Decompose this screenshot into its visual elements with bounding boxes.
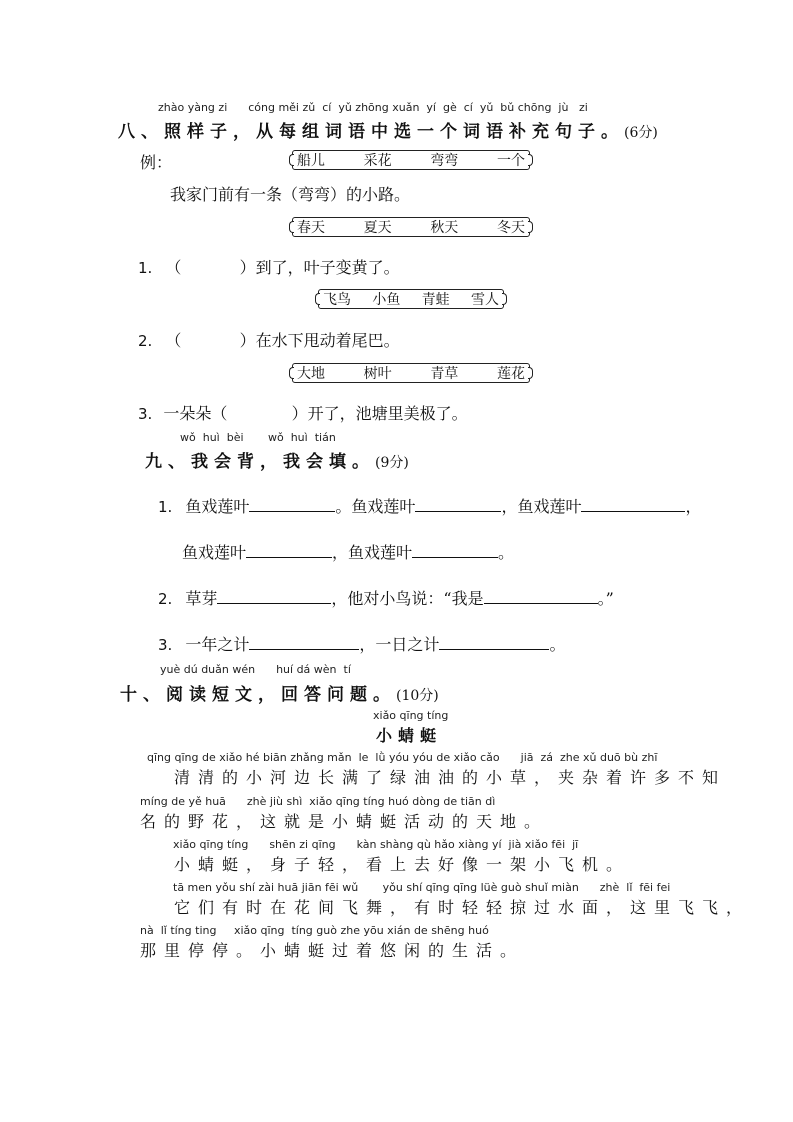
section10-pinyin: yuè dú duǎn wén huí dá wèn tí (160, 663, 351, 676)
bracket-left: 一朵朵（ (163, 404, 228, 423)
text: 。 (498, 543, 515, 562)
text: 。” (597, 589, 614, 608)
section8-pinyin: zhào yàng zi cóng měi zǔ cí yǔ zhōng xuǎn yí gè cí yǔ bǔ chōng jù zi (158, 101, 588, 114)
section10-score: (10分) (396, 688, 439, 704)
word: 飞鸟 (323, 292, 351, 308)
text: ， (685, 497, 702, 516)
question-number: 2. (138, 332, 153, 350)
text: 鱼戏莲叶 (182, 543, 247, 562)
word: 莲花 (496, 366, 525, 382)
text: 。鱼戏莲叶 (335, 497, 416, 516)
section9-heading-text: 九、我会背，我会填。 (145, 452, 375, 472)
passage-pinyin-4: tā men yǒu shí zài huā jiān fēi wǔ yǒu shí qīng qīng lüè guò shuǐ miàn zhè lǐ fēi fei (173, 881, 671, 894)
question-number: 2. (158, 590, 173, 608)
word: 冬天 (496, 220, 525, 236)
answer-blank[interactable] (249, 635, 359, 650)
question8-3 (138, 401, 468, 424)
section9-pinyin: wǒ huì bèi wǒ huì tián (180, 431, 336, 444)
example-label: 例： (140, 153, 173, 172)
answer-blank[interactable] (249, 497, 335, 512)
word: 雪人 (470, 292, 499, 308)
example-sentence: 我家门前有一条（弯弯）的小路。 (170, 185, 411, 204)
word: 一个 (496, 153, 525, 169)
passage-pinyin-1: qīng qīng de xiǎo hé biān zhǎng mǎn le lǜ yóu yóu de xiǎo cǎo jiā zá zhe xǔ duō bù zhī (147, 751, 658, 764)
word: 树叶 (363, 366, 392, 382)
text: ，鱼戏莲叶 (501, 497, 582, 516)
question9-2 (158, 586, 614, 609)
question-number: 1. (158, 498, 173, 516)
passage-title-pinyin: xiǎo qīng tíng (373, 709, 449, 722)
section8-heading-text: 八、照样子，从每组词语中选一个词语补充句子。 (118, 122, 624, 142)
word-box-2 (318, 289, 504, 309)
text: 草芽 (185, 589, 218, 608)
word-box-3 (292, 363, 530, 383)
passage-line-5: 那里停停。小蜻蜓过着悠闲的生活。 (140, 941, 525, 960)
section9-heading (145, 447, 409, 472)
word: 青蛙 (421, 292, 450, 308)
word: 船儿 (297, 153, 325, 169)
word: 采花 (363, 153, 392, 169)
word: 青草 (430, 366, 459, 382)
section8-heading (118, 117, 658, 142)
passage-line-2: 名的野花，这就是小蜻蜓活动的天地。 (140, 812, 549, 831)
sentence-rest: ）到了，叶子变黄了。 (239, 258, 400, 277)
answer-blank[interactable] (439, 635, 549, 650)
text: 。 (549, 635, 566, 654)
word: 弯弯 (430, 153, 459, 169)
answer-blank[interactable] (246, 543, 332, 558)
text: 一年之计 (185, 635, 250, 654)
question-number: 3. (138, 405, 153, 423)
answer-blank[interactable] (581, 497, 685, 512)
bracket-left: （ (165, 258, 182, 277)
word: 小鱼 (372, 292, 401, 308)
question9-1-line2 (182, 540, 514, 563)
passage-pinyin-5: nà lǐ tíng ting xiǎo qīng tíng guò zhe yōu xián de shēng huó (140, 924, 489, 937)
section10-heading-text: 十、阅读短文，回答问题。 (120, 685, 396, 705)
passage-line-1: 清清的小河边长满了绿油油的小草，夹杂着许多不知 (174, 768, 727, 787)
question-number: 1. (138, 259, 153, 277)
answer-blank[interactable] (217, 589, 331, 604)
text: 鱼戏莲叶 (185, 497, 250, 516)
example-word-box (292, 150, 530, 170)
passage-line-3: 小蜻蜓，身子轻，看上去好像一架小飞机。 (174, 855, 631, 874)
word: 夏天 (363, 220, 392, 236)
question9-3 (158, 632, 565, 655)
sentence-rest: ）在水下甩动着尾巴。 (239, 331, 400, 350)
bracket-left: （ (165, 331, 182, 350)
question9-1-line1 (158, 494, 701, 517)
passage-title: 小蜻蜓 (376, 726, 443, 745)
answer-blank[interactable] (412, 543, 498, 558)
passage-pinyin-3: xiǎo qīng tíng shēn zi qīng kàn shàng qù hǎo xiàng yí jià xiǎo fēi jī (173, 838, 579, 851)
section10-heading (120, 680, 439, 705)
text: ，一日之计 (359, 635, 440, 654)
sentence-rest: ）开了，池塘里美极了。 (291, 404, 468, 423)
text: ，鱼戏莲叶 (332, 543, 413, 562)
section8-score: (6分) (624, 125, 658, 141)
word: 秋天 (430, 220, 459, 236)
word: 春天 (297, 220, 325, 236)
word: 大地 (297, 366, 325, 382)
question8-2 (138, 328, 400, 351)
question8-1 (138, 255, 400, 278)
section9-score: (9分) (375, 455, 409, 471)
word-box-1 (292, 217, 530, 237)
answer-blank[interactable] (415, 497, 501, 512)
passage-pinyin-2: míng de yě huā zhè jiù shì xiǎo qīng tíng huó dòng de tiān dì (140, 795, 496, 808)
passage-line-4: 它们有时在花间飞舞，有时轻轻掠过水面，这里飞飞， (174, 898, 751, 917)
text: ，他对小鸟说：“我是 (331, 589, 484, 608)
answer-blank[interactable] (484, 589, 598, 604)
question-number: 3. (158, 636, 173, 654)
